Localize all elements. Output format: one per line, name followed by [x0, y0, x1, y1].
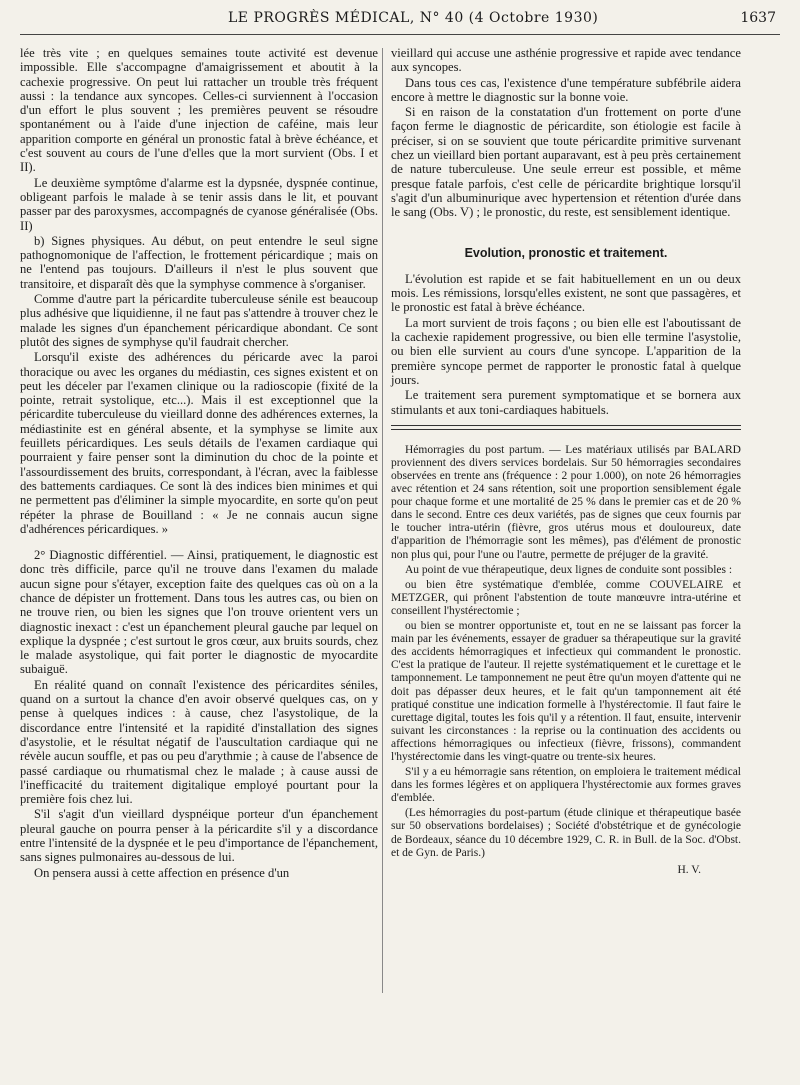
abstract-paragraph: (Les hémorragies du post-partum (étude clinique et thérapeutique basée sur 50 observations bordelaises) ; Société d'obstétrique et de gynécologie de Bordeaux, séance du 10 décembre 1929, C. R. in Bull. de la Soc. d'Obst. et de Gyn. de Paris.) [391, 807, 741, 859]
right-column [391, 46, 741, 877]
abstract-paragraph: ou bien être systématique d'emblée, comme COUVELAIRE et METZGER, qui prônent l'abstention de toute manœuvre intra-utérine et conseillent l'hystérectomie ; [391, 578, 741, 617]
abstract-paragraph: S'il y a eu hémorragie sans rétention, on emploiera le traitement médical dans les formes légères et on appliquera l'hystérectomie aux formes graves d'emblée. [391, 766, 741, 805]
paragraph: S'il s'agit d'un vieillard dyspnéique porteur d'un épanchement pleural gauche on pourra penser à la péricardite s'il y a discordance entre l'intensité de la dyspnée et le peu d'importance de l'épanchement, sans signes pulmonaires au-dessous de lui. [20, 807, 378, 865]
paragraph: Le deuxième symptôme d'alarme est la dypsnée, dyspnée continue, obligeant parfois le malade à se tenir assis dans le lit, et pouvant passer par des paroxysmes, accompagnés de cyanose généralisée (Obs. II) [20, 175, 378, 233]
abstract-block [391, 444, 741, 877]
section-title: Evolution, pronostic et traitement. [464, 245, 668, 260]
paragraph: Le traitement sera purement symptomatique et se bornera aux stimulants et aux toni-cardiaques habituels. [391, 388, 741, 417]
paragraph: lée très vite ; en quelques semaines toute activité est devenue impossible. Elle s'accompagne d'amaigrissement et aboutit à la cachexie progressive. On peut lui rattacher un trouble très fréquent aussi : la tendance aux syncopes. Celles-ci surviennent à l'occasion d'un effort le plus souvent ; les premières peuvent se résoudre spontanément ou à l'aide d'une injection de caféine, mais leur apparition comporte en général un pronostic fatal à brève échéance, et c'est souvent au cours de l'une d'elles que la mort survient (Obs. I et II). [20, 46, 378, 175]
journal-title: LE PROGRÈS MÉDICAL, N° 40 (4 Octobre 1930) [228, 10, 599, 26]
paragraph: L'évolution est rapide et se fait habituellement en un ou deux mois. Les rémissions, lorsqu'elles existent, ne sont que passagères, et le pronostic est fatal à brève échéance. [391, 271, 741, 315]
signature: H. V. [677, 863, 701, 876]
abstract-paragraph: ou bien se montrer opportuniste et, tout en ne se laissant pas forcer la main par les événements, essayer de graduer sa thérapeutique sur la gravité des accidents hémorragiques et infectieux qui commandent le pronostic. C'est la pratique de l'auteur. Il rejette systématiquement et le curettage et le tamponnement. Le tamponnement ne peut être qu'un moyen d'attente qui ne doit pas dépasser deux heures, et le fait qu'un tamponnement ait été pratiqué constitue une indication formelle à l'hystérectomie. Il faut faire le curettage digital, toutes les fois qu'il y a rétention. Il faut, ensuite, intervenir suivant les circonstances : la reprise ou la continuation des accidents ou affections hémorragiques ou infectieux (fièvre, frissons), commandent l'hystérectomie dans les vingt-quatre ou trente-six heures. [391, 620, 741, 763]
paragraph: En réalité quand on connaît l'existence des péricardites séniles, quand on a surtout la chance d'en avoir observé quelques cas, on y pense à quelques indices : à cause, chez l'asystolique, de la discordance entre l'intensité et la rapidité d'installation des signes d'asystolie, et le résultat négatif de l'auscultation cardiaque qui ne révèle aucun souffle, et pas ou peu d'arythmie ; à cause de l'absence de passé cardiaque ou rhumatismal chez le malade ; à cause aussi de l'inefficacité du traitement digitalique employé pourtant pour la première fois chez lui. [20, 677, 378, 807]
paragraph: Si en raison de la constatation d'un frottement on porte d'une façon ferme le diagnostic de péricardite, son étiologie est facile à préciser, si on se souvient que toute péricardite primitive survenant chez un vieillard bien portant auparavant, est à peu près certainement de nature tuberculeuse. Une seule erreur est possible, et même presque fatale parfois, c'est celle de péricardite brightique lorsqu'il s'agit d'un albuminurique avec hypertension et rétention d'urée dans le sang (Obs. V) ; le pronostic, du reste, est sensiblement identique. [391, 105, 741, 220]
paragraph: 2° Diagnostic différentiel. — Ainsi, pratiquement, le diagnostic est donc très difficile, parce qu'il ne trouve dans l'examen du malade aucun signe pour s'étayer, exception faite des quelques cas où on a la chance de dépister un frottement. Dans tous les autres cas, ou bien on ne trouve rien, ou bien les signes que l'on trouve orientent vers un diagnostic inexact : c'est un épanchement pleural gauche par lequel on explique la dyspnée ; c'est surtout le gros cœur, aux bruits sourds, chez le malade asystolique, qui fait porter le diagnostic de myocardite subaiguë. [20, 548, 378, 677]
paragraph: La mort survient de trois façons ; ou bien elle est l'aboutissant de la cachexie rapidement progressive, ou bien elle termine l'asystolie, ou bien elle survient au cours d'une syncope. L'apparition de la première syncope permet de rapporter le pronostic fatal à quelque jours. [391, 315, 741, 387]
section-divider [391, 425, 741, 430]
paragraph: b) Signes physiques. Au début, on peut entendre le seul signe pathognomonique de l'affection, le frottement péricardique ; mais on ne l'entend pas toujours. D'ailleurs il n'est le plus souvent que transitoire, et disparaît dès que la symphyse commence à s'organiser. [20, 233, 378, 291]
paragraph: Dans tous ces cas, l'existence d'une température subfébrile aidera encore à mettre le diagnostic sur la bonne voie. [391, 75, 741, 104]
paragraph: On pensera aussi à cette affection en présence d'un [34, 865, 290, 880]
page-header [20, 10, 780, 35]
abstract-paragraph: Hémorragies du post partum. — Les matériaux utilisés par BALARD proviennent des divers services bordelais. Sur 50 hémorragies secondaires observées en trente ans (fréquence : 2 pour 1.000), on note 26 hémorragies avec rétention et 24 sans rétention, soit une proportion sensiblement égale pour chaque forme et une mortalité de 25 % dans le premier cas et de 20 % dans le second. Entre ces deux variétés, pas de signes que ceux fournis par le toucher intra-utérin (fièvre, gros utérus mous et douloureux, date d'apparition de l'hémorragie sont les mêmes), pas d'élément de pronostic non plus qui, pour l'une ou l'autre, permette de préjuger de la gravité. [391, 443, 741, 561]
page-number: 1637 [740, 10, 776, 26]
left-column [20, 46, 378, 881]
paragraph: Lorsqu'il existe des adhérences du péricarde avec la paroi thoracique ou avec les organes du médiastin, ces signes existent et on peut les déceler par l'examen clinique ou la radioscopie (fixité de la pointe, retrait systolique, etc...). Mais il est exceptionnel que la péricardite tuberculeuse du vieillard donne des adhérences externes, la médiastinite est en général absente, et la symphyse se limite aux feuillets péricardiques. Les seuls détails de l'examen cardiaque qui pourraient y faire penser sont la diminution du choc de la pointe et l'assourdissement des bruits, correspondant, à l'écran, avec la faiblesse des battements cardiaques. Ce sont là des indices bien minimes et qui ne permettent pas d'éliminer la simple myocardite, en sorte qu'on peut répéter la phrase de Bouilland : « Je ne connais aucun signe d'adhérences péricardiques. » [20, 350, 378, 536]
column-divider [382, 48, 383, 993]
paragraph: vieillard qui accuse une asthénie progressive et rapide avec tendance aux syncopes. [391, 46, 741, 75]
paragraph: Comme d'autre part la péricardite tuberculeuse sénile est beaucoup plus adhésive que liquidienne, il ne faut pas s'attendre à trouver chez le malade les signes d'un épanchement péricardique abondant. Ce sont plutôt des signes de symphyse qu'il faudrait chercher. [20, 292, 378, 349]
abstract-paragraph: Au point de vue thérapeutique, deux lignes de conduite sont possibles : [405, 563, 733, 576]
